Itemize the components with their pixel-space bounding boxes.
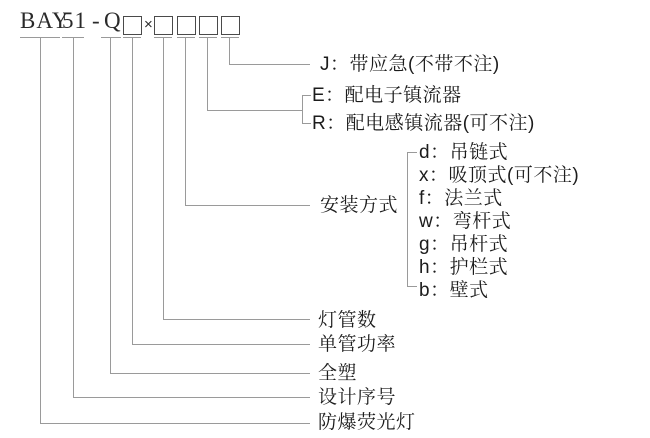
connector-line-ballast: [207, 38, 208, 110]
connector-line-prefix: [40, 38, 41, 423]
design-series-number: 51: [62, 8, 87, 33]
mounting-option-pendant: g：吊杆式: [419, 234, 509, 255]
label-explosion-proof-fluorescent-lamp: 防爆荧光灯: [318, 412, 416, 433]
mounting-option-bentrod: w：弯杆式: [419, 211, 512, 232]
mounting-options-list: [419, 141, 579, 302]
material-code: Q: [104, 8, 122, 33]
label-electronic-ballast: E：配电子镇流器: [312, 85, 462, 106]
multiplier-symbol: ×: [144, 16, 153, 33]
connector-line-series-horizontal: [73, 397, 310, 398]
label-single-tube-power: 单管功率: [318, 334, 397, 355]
connector-line-material: [110, 38, 111, 373]
connector-line-mounting: [185, 38, 186, 205]
placeholder-box-power: [123, 16, 142, 35]
tick-mark: [177, 37, 195, 38]
mounting-option-chain: d：吊链式: [419, 142, 509, 163]
ballast-bracket-line: [302, 95, 303, 124]
mounting-bracket-stub-top: [407, 152, 417, 153]
label-mounting-method: 安装方式: [320, 195, 399, 216]
connector-line-material-horizontal: [110, 373, 310, 374]
tick-mark: [199, 37, 217, 38]
separator-dash: -: [92, 8, 101, 33]
placeholder-box-ballast: [199, 16, 218, 35]
connector-line-tubes: [163, 38, 164, 319]
placeholder-box-tubes: [154, 16, 173, 35]
connector-line-mounting-horizontal: [185, 205, 310, 206]
mounting-option-wall: b：壁式: [419, 280, 489, 301]
connector-line-power: [132, 38, 133, 344]
connector-line-tubes-horizontal: [163, 319, 310, 320]
label-design-serial-number: 设计序号: [318, 387, 397, 408]
connector-line-ballast-horizontal: [207, 110, 302, 111]
mounting-option-flange: f：法兰式: [419, 188, 503, 209]
connector-line-emergency-horizontal: [229, 64, 310, 65]
connector-line-prefix-horizontal: [40, 423, 310, 424]
mounting-option-ceiling: x：吸顶式(可不注): [419, 165, 580, 186]
connector-line-power-horizontal: [132, 344, 310, 345]
mounting-bracket-line: [407, 152, 408, 287]
tick-mark: [221, 37, 239, 38]
placeholder-box-emergency: [221, 16, 240, 35]
model-prefix: BAY: [20, 8, 70, 33]
ballast-bracket-stub-bottom: [302, 123, 311, 124]
connector-line-series: [73, 38, 74, 397]
label-inductive-ballast: R：配电感镇流器(可不注): [312, 113, 535, 134]
connector-line-emergency: [229, 38, 230, 64]
label-all-plastic: 全塑: [318, 363, 358, 384]
tick-mark: [101, 37, 121, 38]
placeholder-box-mounting: [177, 16, 196, 35]
mounting-option-guardrail: h：护栏式: [419, 257, 509, 278]
label-emergency: J：带应急(不带不注): [320, 54, 500, 75]
ballast-bracket-stub-top: [302, 95, 311, 96]
label-lamp-tube-count: 灯管数: [318, 310, 377, 331]
mounting-bracket-stub-bottom: [407, 286, 417, 287]
